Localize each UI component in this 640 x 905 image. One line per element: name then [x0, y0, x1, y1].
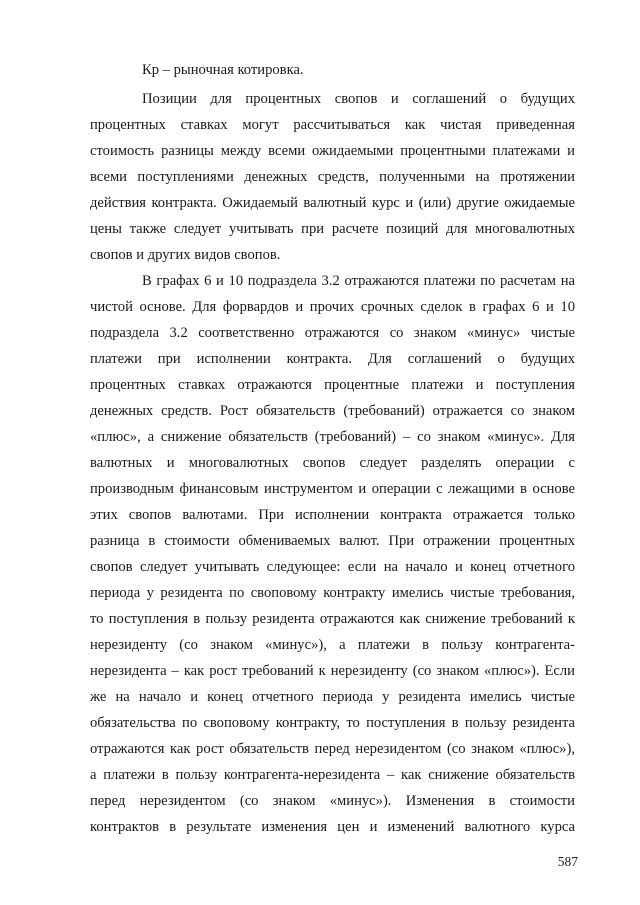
- text-line-14: денежных средств. Рост обязательств (требований) отражается со знаком: [90, 403, 575, 419]
- text-line-30: контрактов в результате изменения цен и изменений валютного курса: [90, 819, 575, 835]
- text-line-10: чистой основе. Для форвардов и прочих срочных сделок в графах 6 и 10: [90, 299, 575, 315]
- text-line-1: Кр – рыночная котировка.: [142, 62, 304, 78]
- text-line-23: нерезиденту (со знаком «минус»), а платежи в пользу контрагента-: [90, 637, 575, 653]
- text-line-25: же на начало и конец отчетного периода у резидента имелись чистые: [90, 689, 575, 705]
- text-line-29: перед нерезидентом (со знаком «минус»). Изменения в стоимости: [90, 793, 575, 809]
- text-line-5: всеми поступлениями денежных средств, полученными на протяжении: [90, 169, 575, 185]
- text-line-6: действия контракта. Ожидаемый валютный курс и (или) другие ожидаемые: [90, 195, 575, 211]
- text-line-24: нерезидента – как рост требований к нерезиденту (со знаком «плюс»). Если: [90, 663, 575, 679]
- text-line-26: обязательства по своповому контракту, то поступления в пользу резидента: [90, 715, 575, 731]
- text-line-12: платежи при исполнении контракта. Для соглашений о будущих: [90, 351, 575, 367]
- text-line-17: производным финансовым инструментом и операции с лежащими в основе: [90, 481, 575, 497]
- text-line-4: стоимость разницы между всеми ожидаемыми процентными платежами и: [90, 143, 575, 159]
- text-line-15: «плюс», а снижение обязательств (требований) – со знаком «минус». Для: [90, 429, 575, 445]
- text-line-28: а платежи в пользу контрагента-нерезидента – как снижение обязательств: [90, 767, 575, 783]
- text-line-8: свопов и других видов свопов.: [90, 247, 281, 263]
- text-line-13: процентных ставках отражаются процентные платежи и поступления: [90, 377, 575, 393]
- text-line-27: отражаются как рост обязательств перед нерезидентом (со знаком «плюс»),: [90, 741, 575, 757]
- page-number: 587: [557, 854, 578, 869]
- text-line-9: В графах 6 и 10 подраздела 3.2 отражаются платежи по расчетам на: [142, 273, 575, 289]
- text-line-18: этих свопов валютами. При исполнении контракта отражается только: [90, 507, 575, 523]
- text-line-22: то поступления в пользу резидента отражаются как снижение требований к: [90, 611, 575, 627]
- text-line-3: процентных ставках могут рассчитываться как чистая приведенная: [90, 117, 575, 133]
- text-line-20: свопов следует учитывать следующее: если на начало и конец отчетного: [90, 559, 575, 575]
- text-line-16: валютных и многовалютных свопов следует разделять операции с: [90, 455, 575, 471]
- text-line-11: подраздела 3.2 соответственно отражаются со знаком «минус» чистые: [90, 325, 575, 341]
- text-line-2: Позиции для процентных свопов и соглашений о будущих: [142, 91, 575, 107]
- text-line-19: разница в стоимости обмениваемых валют. При отражении процентных: [90, 533, 575, 549]
- text-line-21: периода у резидента по своповому контракту имелись чистые требования,: [90, 585, 575, 601]
- text-line-7: цены также следует учитывать при расчете позиций для многовалютных: [90, 221, 575, 237]
